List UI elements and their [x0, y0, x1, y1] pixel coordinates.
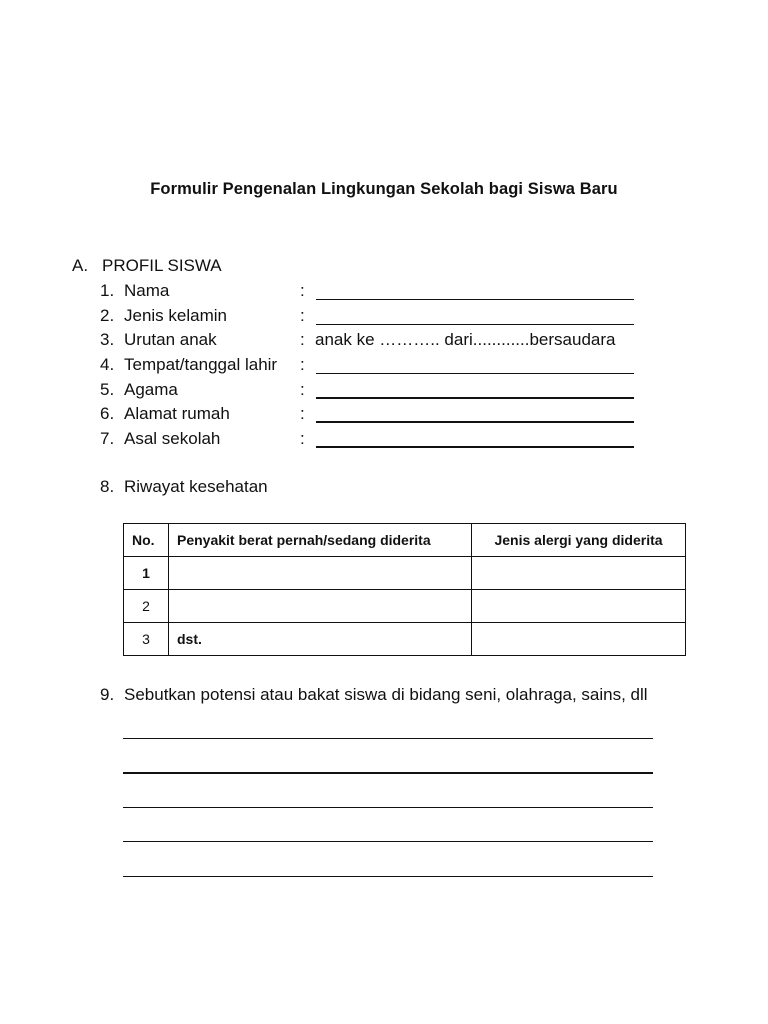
item-label: Riwayat kesehatan	[124, 477, 268, 496]
field-colon: :	[300, 404, 305, 423]
field-label: Tempat/tanggal lahir	[124, 355, 278, 374]
table-header-row	[124, 524, 686, 557]
penyakit-cell[interactable]: dst.	[169, 623, 472, 656]
item-riwayat-kesehatan	[100, 477, 268, 497]
field-label: Urutan anak	[124, 330, 217, 349]
answer-line[interactable]	[123, 841, 653, 842]
alergi-cell[interactable]	[472, 590, 686, 623]
section-letter: A.	[72, 256, 89, 275]
alergi-cell[interactable]	[472, 557, 686, 590]
answer-line[interactable]	[123, 738, 653, 739]
field-colon: :	[300, 355, 305, 374]
item-number: 3.	[100, 330, 115, 349]
field-tempat-tanggal-lahir	[100, 354, 660, 376]
health-history-table	[123, 523, 686, 656]
nama-blank-line[interactable]	[316, 299, 634, 300]
column-header-alergi: Jenis alergi yang diderita	[472, 524, 686, 557]
field-colon: :	[300, 281, 305, 300]
alergi-cell[interactable]	[472, 623, 686, 656]
field-nama	[100, 280, 660, 302]
table-row	[124, 623, 686, 656]
item-potensi-bakat	[100, 685, 648, 705]
field-label: Nama	[124, 281, 170, 300]
item-label: Sebutkan potensi atau bakat siswa di bidang seni, olahraga, sains, dll	[124, 685, 648, 704]
field-jenis-kelamin	[100, 305, 660, 327]
asal-sekolah-blank-line[interactable]	[316, 446, 634, 448]
section-a-heading	[72, 256, 222, 276]
item-number: 9.	[100, 685, 115, 704]
answer-line[interactable]	[123, 876, 653, 877]
section-title: PROFIL SISWA	[102, 256, 222, 275]
row-number: 3	[124, 623, 169, 656]
column-header-penyakit: Penyakit berat pernah/sedang diderita	[169, 524, 472, 557]
field-label: Alamat rumah	[124, 404, 230, 423]
row-number: 2	[124, 590, 169, 623]
table-row	[124, 590, 686, 623]
item-number: 7.	[100, 429, 115, 448]
field-label: Agama	[124, 380, 178, 399]
item-number: 4.	[100, 355, 115, 374]
item-number: 1.	[100, 281, 115, 300]
column-header-no: No.	[124, 524, 169, 557]
answer-line[interactable]	[123, 807, 653, 808]
answer-line[interactable]	[123, 772, 653, 774]
field-label: Jenis kelamin	[124, 306, 227, 325]
field-urutan-anak	[100, 329, 660, 351]
row-number: 1	[124, 557, 169, 590]
jenis-kelamin-blank-line[interactable]	[316, 324, 634, 325]
table-row	[124, 557, 686, 590]
item-number: 5.	[100, 380, 115, 399]
field-colon: :	[300, 429, 305, 448]
field-agama	[100, 379, 660, 401]
item-number: 2.	[100, 306, 115, 325]
field-colon: :	[300, 306, 305, 325]
item-number: 6.	[100, 404, 115, 423]
urutan-anak-template[interactable]: anak ke ……….. dari............bersaudara	[315, 330, 616, 349]
penyakit-cell[interactable]	[169, 590, 472, 623]
field-colon: :	[300, 380, 305, 399]
field-alamat-rumah	[100, 403, 660, 425]
item-number: 8.	[100, 477, 115, 496]
tempat-tanggal-lahir-blank-line[interactable]	[316, 373, 634, 374]
field-label: Asal sekolah	[124, 429, 221, 448]
field-asal-sekolah	[100, 428, 660, 450]
agama-blank-line[interactable]	[316, 397, 634, 399]
field-colon: :	[300, 330, 305, 349]
form-title: Formulir Pengenalan Lingkungan Sekolah bagi Siswa Baru	[150, 180, 618, 198]
alamat-rumah-blank-line[interactable]	[316, 421, 634, 423]
penyakit-cell[interactable]	[169, 557, 472, 590]
